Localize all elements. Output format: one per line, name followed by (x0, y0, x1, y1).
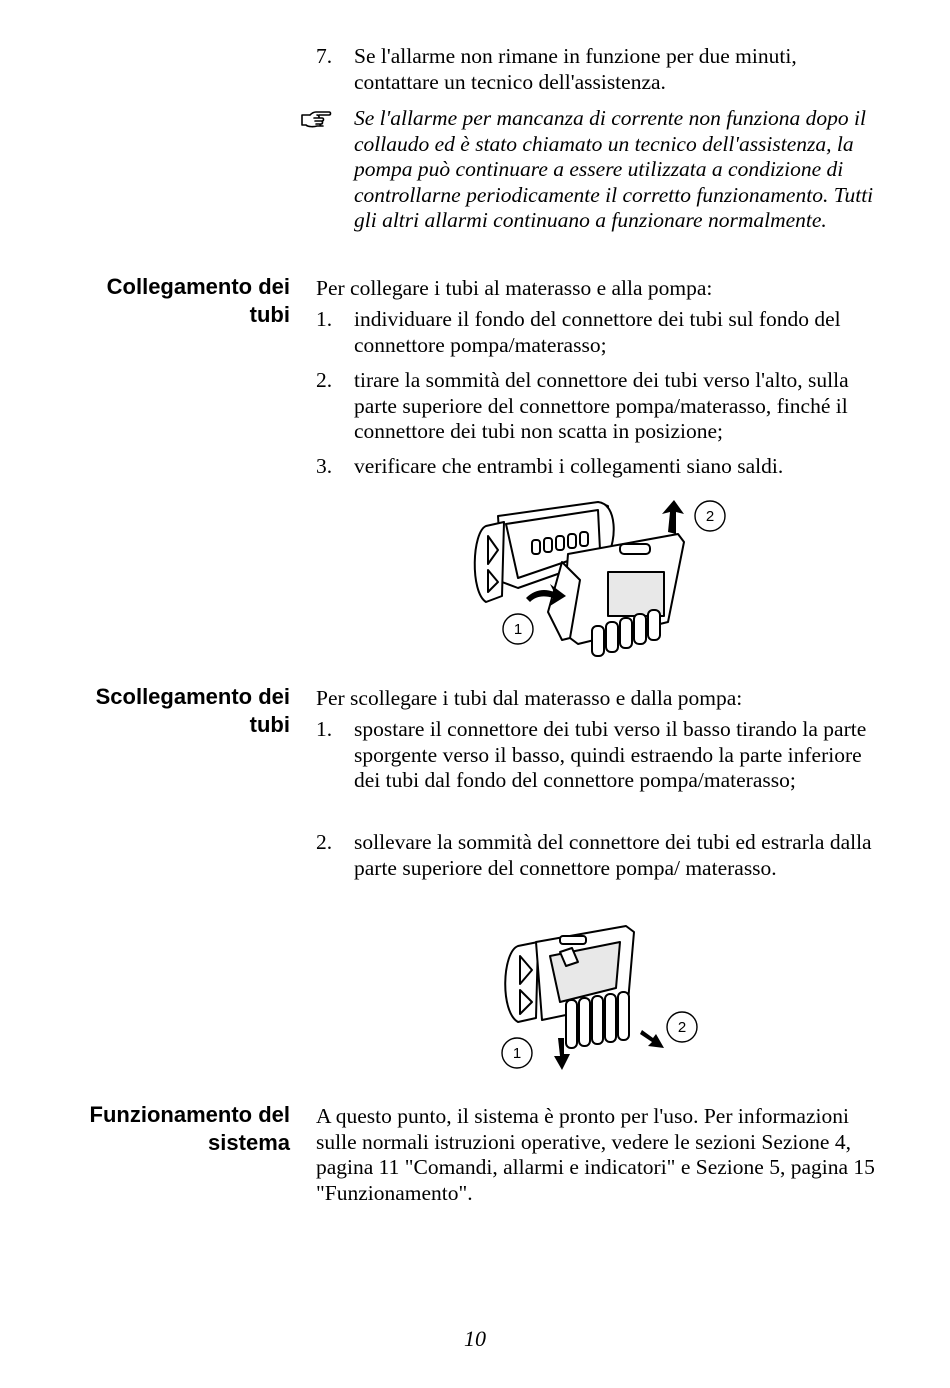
callout-2: 2 (705, 508, 715, 525)
section-heading-collegamento: Collegamento dei tubi (106, 274, 290, 327)
section-heading-funzionamento: Funzionamento del sistema (89, 1102, 290, 1155)
list-item (316, 368, 876, 445)
page-number: 10 (464, 1326, 486, 1351)
step-number: 3. (316, 454, 333, 478)
disconnect-tubes-illustration (490, 922, 710, 1072)
step-text: Se l'allarme non rimane in funzione per due minuti, contattare un tecnico dell'assistenza. (354, 44, 797, 94)
section-heading-scollegamento: Scollegamento dei tubi (95, 684, 290, 737)
step-text: sollevare la sommità del connettore dei tubi ed estrarla dalla parte superiore del connettore pompa/ materasso. (354, 830, 872, 880)
step-number: 1. (316, 307, 333, 331)
connect-intro: Per collegare i tubi al materasso e alla pompa: (316, 276, 713, 300)
callout-1: 1 (513, 621, 523, 638)
step-number: 2. (316, 830, 333, 854)
list-item (316, 717, 876, 794)
note-text: Se l'allarme per mancanza di corrente non funziona dopo il collaudo ed è stato chiamato un tecnico dell'assistenza, la pompa può continuare a essere utilizzata a condizione di controllarne periodicamente il corretto funzionamento. Tutti gli altri allarmi continuano a funzionare normalmente. (354, 106, 874, 232)
step-number: 2. (316, 368, 333, 392)
step-text: verificare che entrambi i collegamenti siano saldi. (354, 454, 784, 478)
callout-1: 1 (512, 1045, 522, 1062)
list-item (316, 830, 876, 881)
operation-text: A questo punto, il sistema è pronto per l'uso. Per informazioni sulle normali istruzioni operative, vedere le sezioni Sezione 4, pagina 11 "Comandi, allarmi e indicatori" e Sezione 5, pagina 15 "Funzionamento". (316, 1104, 875, 1205)
list-item (316, 307, 876, 358)
callout-2: 2 (677, 1019, 687, 1036)
pointing-hand-icon (300, 108, 332, 130)
step-text: tirare la sommità del connettore dei tubi verso l'alto, sulla parte superiore del connettore pompa/materasso, finché il connettore dei tubi non scatta in posizione; (354, 368, 849, 443)
step-text: individuare il fondo del connettore dei tubi sul fondo del connettore pompa/materasso; (354, 307, 841, 357)
list-item (316, 44, 876, 95)
step-number: 1. (316, 717, 333, 741)
list-item (316, 454, 876, 480)
connect-tubes-illustration (458, 492, 738, 667)
step-text: spostare il connettore dei tubi verso il basso tirando la parte sporgente verso il basso, quindi estraendo la parte inferiore dei tubi dal fondo del connettore pompa/materasso; (354, 717, 867, 792)
step-number: 7. (316, 44, 333, 68)
disconnect-intro: Per scollegare i tubi dal materasso e dalla pompa: (316, 686, 743, 710)
